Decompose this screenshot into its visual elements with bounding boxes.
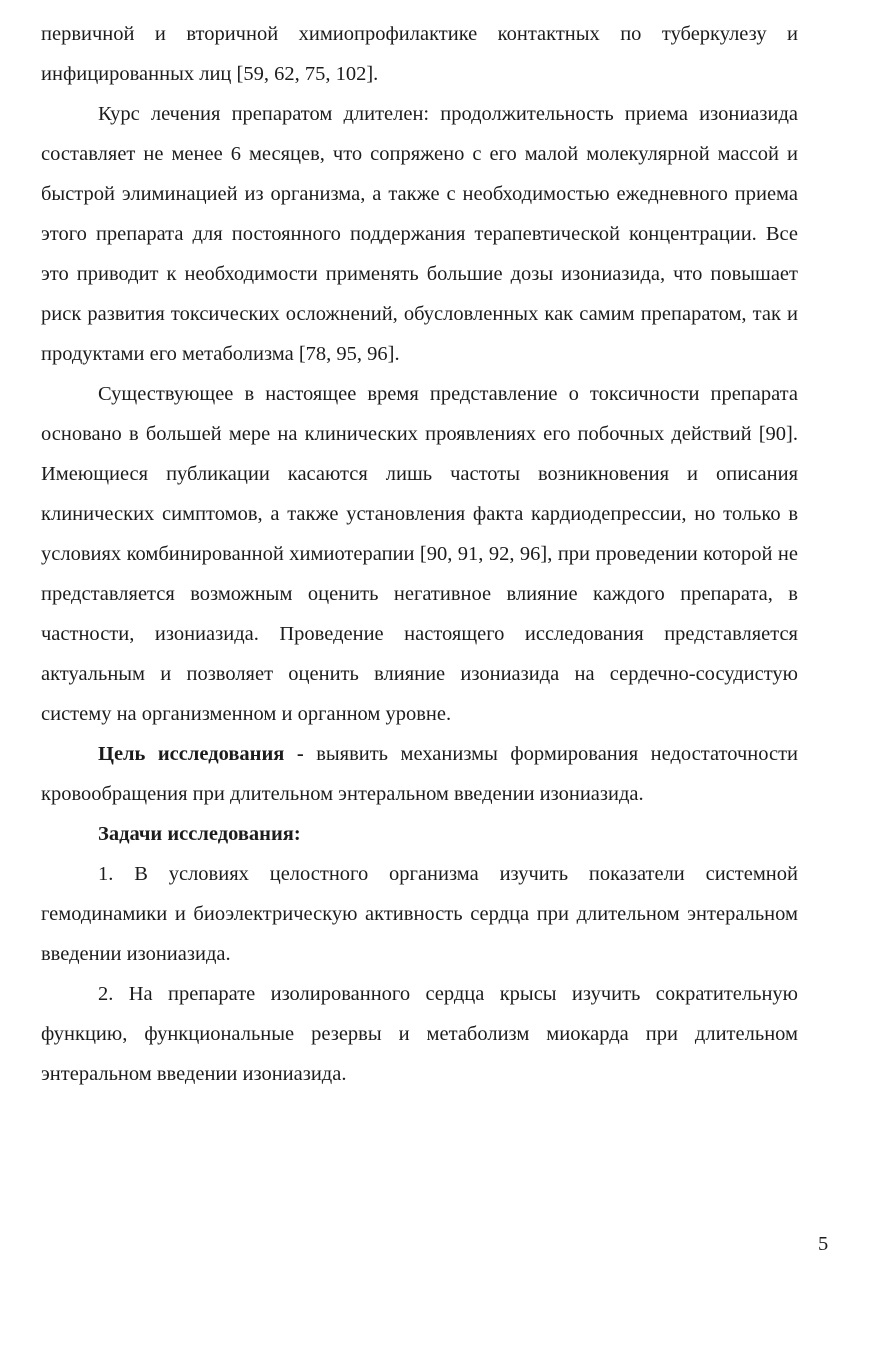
research-goal-dash: - <box>296 743 304 765</box>
task-item-2: 2. На препарате изолированного сердца крысы изучить сократительную функцию, функциональные резервы и метаболизм миокарда при длительном энтеральном введении изониазида. <box>41 983 798 1085</box>
document-page <box>41 14 798 1094</box>
page-number: 5 <box>818 1233 829 1255</box>
paragraph-treatment-course: Курс лечения препаратом длителен: продолжительность приема изониазида составляет не менее 6 месяцев, что сопряжено с его малой молекулярной массой и быстрой элиминацией из организма, а также с необходимостью ежедневного приема этого препарата для постоянного поддержания терапевтической концентрации. Все это приводит к необходимости применять большие дозы изониазида, что повышает риск развития токсических осложнений, обусловленных как самим препаратом, так и продуктами его метаболизма [78, 95, 96]. <box>41 103 798 365</box>
paragraph-toxicity: Существующее в настоящее время представление о токсичности препарата основано в большей мере на клинических проявлениях его побочных действий [90]. Имеющиеся публикации касаются лишь частоты возникновения и описания клинических симптомов, а также установления факта кардиодепрессии, но только в условиях комбинированной химиотерапии [90, 91, 92, 96], при проведении которой не представляется возможным оценить негативное влияние каждого препарата, в частности, изониазида. Проведение настоящего исследования представляется актуальным и позволяет оценить влияние изониазида на сердечно-сосудистую систему на организменном и органном уровне. <box>41 383 798 725</box>
research-goal-label: Цель исследования <box>98 743 285 765</box>
task-item-1: 1. В условиях целостного организма изучить показатели системной гемодинамики и биоэлектрическую активность сердца при длительном энтеральном введении изониазида. <box>41 863 798 965</box>
paragraph-continuation: первичной и вторичной химиопрофилактике контактных по туберкулезу и инфицированных лиц [59, 62, 75, 102]. <box>41 23 798 85</box>
paragraph-research-goal <box>41 734 798 814</box>
research-goal-text: выявить механизмы формирования недостаточности кровообращения при длительном энтеральном введении изониазида. <box>41 743 799 805</box>
tasks-heading: Задачи исследования: <box>98 823 301 845</box>
